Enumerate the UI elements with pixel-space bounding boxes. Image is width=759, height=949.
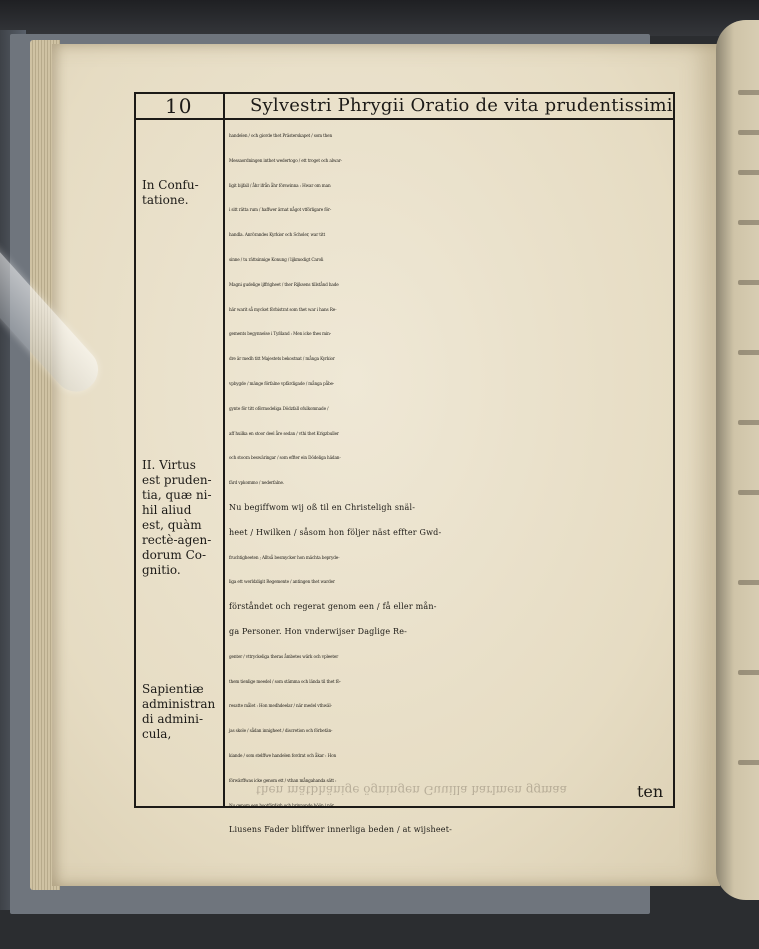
text-line: och stoora beswäringar / som effter ein Dödeliga hädan-: [229, 455, 341, 461]
text-line: liga ett werldzligit Regemente / antingen thet warder: [229, 579, 335, 585]
text-line: Magni gudelige ijffrigheet / ther Rijksens tillstånd hade: [229, 281, 339, 287]
text-line: handla. Anrörandes Kyrkior och Scholer, war titt: [229, 232, 326, 238]
scanner-backdrop: [0, 0, 759, 36]
text-line: här warit så mycket förbistrat som thet war i hans Re-: [229, 306, 337, 312]
text-line: sinne / tu rättsinnige Konung / lijkmodigt Caroli: [229, 256, 324, 262]
text-line: dre är medh titt Majestets bekostnat / många Kyrkior: [229, 356, 335, 362]
margin-note-line: administran: [142, 697, 216, 711]
text-line: Liusens Fader bliffwer innerliga beden / at wijsheet-: [229, 825, 453, 835]
margin-note-line: gnitio.: [142, 563, 181, 577]
margin-note-virtus: [142, 458, 222, 578]
facing-page: [716, 20, 759, 900]
text-line: them tienlige meedel / som stämma och lända til thet fö-: [229, 678, 341, 684]
margin-column-rule: [223, 92, 225, 806]
margin-note-line: est, quàm: [142, 518, 202, 532]
text-line: vpbygde / mänge förfalne vpfärdigade / många påbe-: [229, 380, 335, 386]
text-line: kiande / som stelffwe handelen fordrat och åkar : Hon: [229, 752, 336, 758]
header-rule: [134, 118, 675, 120]
text-line: förståndet och regerat genom een / få eller mån-: [229, 602, 437, 612]
text-line: gements begynnelse i Tyßland : Men icke thes min-: [229, 331, 331, 337]
running-head: Sylvestri Phrygii Oratio de vita prudentissimi: [250, 95, 673, 116]
text-line: Nu genom een bootfärdigh och brinnande böön / när: [229, 802, 334, 808]
text-line: jas skole / sådan innigheet / discretion och förbetän-: [229, 728, 333, 734]
margin-note-line: hil aliud: [142, 503, 192, 517]
text-line: ligit bijfall / åhr ifrån åhr förswinna : Hwar om man: [229, 182, 331, 188]
text-line: fruchtigheeten ; Alltså besmycker hon mächta bepryde-: [229, 554, 340, 560]
margin-note-line: Sapientiæ: [142, 682, 204, 696]
margin-note-line: est pruden-: [142, 473, 212, 487]
margin-note-line: dorum Co-: [142, 548, 207, 562]
text-line: färd vpkommo / nederfalne.: [229, 480, 285, 486]
text-line: gynte för titt oförmodeliga Dödzfall ofulkomnade /: [229, 405, 329, 411]
text-line: genter / vttryckeliga theras åmbetes wärk och vpleeter: [229, 653, 339, 659]
margin-note-line: tia, quæ ni-: [142, 488, 212, 502]
margin-note-line: cula,: [142, 727, 172, 741]
margin-note-line: II. Virtus: [142, 458, 196, 472]
margin-note-line: In Confu-: [142, 178, 199, 192]
margin-note-line: rectè-agen-: [142, 533, 212, 547]
margin-note-sapientiae: [142, 682, 222, 742]
margin-note-confutatione: [142, 178, 222, 208]
text-line: aff huilka en stoor deel åre sedan / vthi thet Krigzbuller: [229, 430, 339, 436]
margin-note-line: tatione.: [142, 193, 189, 207]
text-line: handelen / och giorde thet Prästerskapet / som then: [229, 133, 333, 138]
page-number: 10: [165, 94, 193, 118]
body-text: [229, 124, 671, 843]
show-through-text: then mätbhänige ögningen Guuilla harlmen ggmaa: [256, 783, 567, 797]
text-line: Messaordningen inthet wedertogo / ett troget och alwar-: [229, 157, 342, 163]
text-line: ga Personer. Hon vnderwijser Daglige Re-: [229, 626, 408, 636]
text-line: förwärffwas icke genom ett / vthan mångahanda sätt :: [229, 777, 337, 783]
margin-note-line: di admini-: [142, 712, 204, 726]
catchword: ten: [637, 782, 664, 801]
text-line: i sitt rätta rum / haffwer ärnat något vtförligare för-: [229, 207, 332, 213]
text-line: resatte målet : Hon medhdeelar / när medel vthwäl-: [229, 703, 332, 709]
text-line: Nu begiffwom wij oß til en Christeligh snäl-: [229, 502, 416, 512]
text-line: heet / Hwilken / såsom hon följer näst effter Gwd-: [229, 527, 442, 537]
